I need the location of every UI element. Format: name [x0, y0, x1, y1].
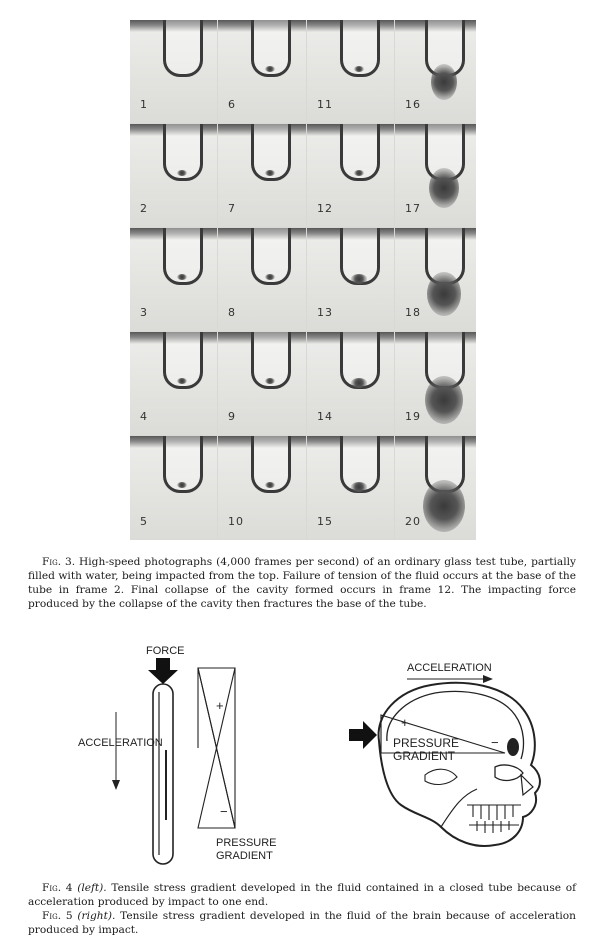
cavity-debris — [429, 168, 459, 208]
fig4-pressure-label: PRESSURE — [216, 837, 277, 849]
fig4-acceleration-label: ACCELERATION — [78, 737, 163, 749]
cavity-debris — [177, 482, 187, 488]
frame-number: 19 — [405, 410, 421, 423]
frame-number: 9 — [228, 410, 236, 423]
frame-number: 4 — [140, 410, 148, 423]
photo-frame — [395, 436, 476, 540]
photo-frame — [218, 332, 306, 435]
fig4-caption-lead: Fig. 4 — [42, 882, 73, 894]
photo-frame — [218, 436, 306, 540]
plus-sign: + — [216, 698, 224, 713]
cavity-debris — [265, 482, 275, 488]
cavity-debris — [265, 274, 275, 280]
frame-number: 11 — [317, 98, 333, 111]
frame-number: 8 — [228, 306, 236, 319]
fig5-minus-sign: − — [491, 735, 499, 750]
cavity-debris — [351, 274, 367, 284]
fig5-plus-sign: + — [401, 715, 409, 730]
frame-number: 20 — [405, 515, 421, 528]
fig4-caption-side: (left). — [77, 882, 107, 894]
photo-frame — [130, 436, 217, 540]
photo-frame — [307, 332, 394, 435]
photo-frame — [307, 124, 394, 227]
fig3-lead: Fig. 3. — [42, 556, 76, 568]
photo-frame — [395, 20, 476, 123]
fig4-caption-paragraph — [28, 881, 576, 909]
test-tube — [163, 20, 203, 77]
photo-frame — [218, 20, 306, 123]
frame-number: 16 — [405, 98, 421, 111]
fig5-caption-side: (right). — [77, 910, 116, 922]
photo-frame — [395, 228, 476, 331]
frame-number: 6 — [228, 98, 236, 111]
fig5-caption-paragraph — [28, 909, 576, 937]
cavity-debris — [351, 482, 367, 492]
photo-frame — [307, 436, 394, 540]
cavity-debris — [177, 274, 187, 280]
frame-number: 3 — [140, 306, 148, 319]
photo-frame — [307, 228, 394, 331]
frame-number: 18 — [405, 306, 421, 319]
force-arrow-icon — [148, 658, 178, 684]
frame-number: 1 — [140, 98, 148, 111]
cavity-debris — [354, 66, 364, 72]
cavity-debris — [351, 378, 367, 388]
cavity-debris — [431, 64, 457, 100]
cavity-debris — [354, 170, 364, 176]
fig5-caption-text: Tensile stress gradient developed in the fluid of the brain because of acceleration produced by impact. — [28, 910, 576, 936]
right-arrow-icon — [483, 675, 493, 683]
down-arrow-icon — [112, 780, 120, 790]
frame-number: 13 — [317, 306, 333, 319]
frame-number: 2 — [140, 202, 148, 215]
fig3-caption — [28, 555, 576, 611]
cavity-debris — [177, 170, 187, 176]
fig5-pressure-label: PRESSURE — [393, 736, 460, 750]
photo-frame — [395, 124, 476, 227]
cavity-debris — [427, 272, 461, 316]
photo-frame — [218, 228, 306, 331]
fig5-caption-lead: Fig. 5 — [42, 910, 73, 922]
frame-number: 14 — [317, 410, 333, 423]
frame-number: 5 — [140, 515, 148, 528]
frame-number: 12 — [317, 202, 333, 215]
fig4-gradient-label: GRADIENT — [216, 850, 273, 862]
cavity-debris — [265, 170, 275, 176]
frame-number: 15 — [317, 515, 333, 528]
photo-frame — [218, 124, 306, 227]
photo-frame — [130, 20, 217, 123]
fig3-text: High-speed photographs (4,000 frames per second) of an ordinary glass test tube, partially filled with water, being impacted from the top. Failure of tension of the fluid occurs at the base of the tube in frame 2. Final collapse of the cavity formed occurs in frame 12. The impacting force produced by the collapse of the cavity then fractures the base of the tube. — [28, 556, 576, 610]
fig5-gradient-label: GRADIENT — [393, 749, 456, 763]
fig4-tube-diagram — [70, 640, 300, 870]
fig4-caption-text: Tensile stress gradient developed in the fluid contained in a closed tube because of acceleration produced by impact to one end. — [28, 882, 576, 908]
cavity-debris — [265, 378, 275, 384]
photo-frame — [307, 20, 394, 123]
minus-sign: − — [220, 804, 228, 819]
cavity-debris — [265, 66, 275, 72]
photo-frame — [130, 332, 217, 435]
photo-grid — [130, 20, 476, 540]
photo-frame — [395, 332, 476, 435]
fig5-acceleration-label: ACCELERATION — [407, 662, 492, 674]
impact-arrow-icon — [349, 721, 377, 749]
cavity-debris — [425, 376, 463, 424]
frame-number: 7 — [228, 202, 236, 215]
eye-socket-shading — [507, 738, 519, 756]
cavity-debris — [423, 480, 465, 532]
cavity-debris — [177, 378, 187, 384]
frame-number: 17 — [405, 202, 421, 215]
fig5-skull-diagram — [345, 655, 580, 860]
closed-tube — [153, 684, 173, 864]
fig4-force-label: FORCE — [146, 645, 185, 657]
photo-frame — [130, 124, 217, 227]
frame-number: 10 — [228, 515, 244, 528]
fig45-caption — [28, 881, 576, 937]
photo-frame — [130, 228, 217, 331]
